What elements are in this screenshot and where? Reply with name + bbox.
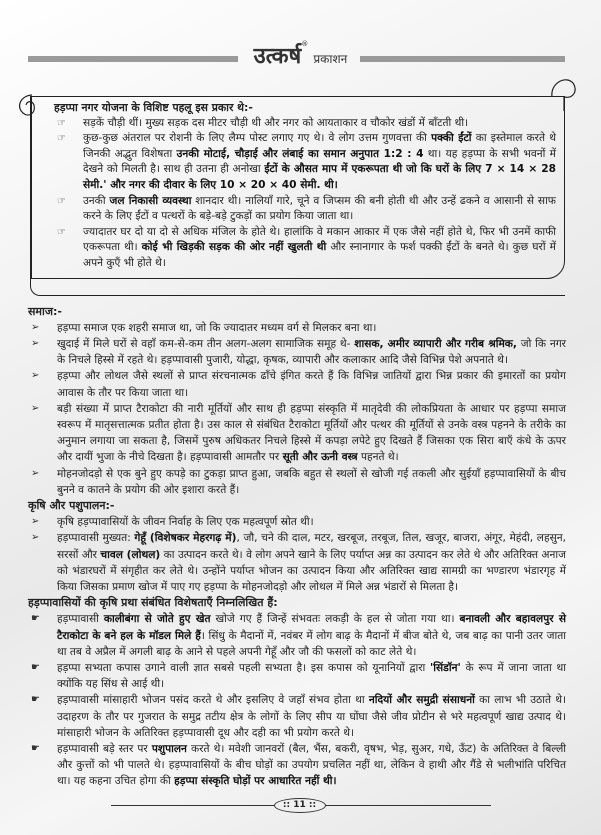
- text-run: का लाभ भी उठाते थे। उदाहरण के तौर पर गुजरात के समुद्र तटीय क्षेत्र के लोगों के लिए सीप या घोंघा जैसे जीव प्रोटीन से भरे महत्वपूर्ण खाद्य उत्पाद थे। मांसाहारी भोजन के अतिरिक्त हड़प्पावासी दूध और दही का भी प्रयोग करते थे।: [57, 694, 566, 739]
- section: [28, 595, 566, 789]
- list-item: [28, 466, 566, 498]
- text-run: के रूप में जाना जाता था क्योंकि यह सिंध से आई थी।: [57, 662, 566, 691]
- bold-text: 'सिंडॉन': [430, 662, 461, 674]
- registered-mark: ®: [301, 40, 309, 48]
- text-run: खोजे गए हैं जिन्हें संभवतः लकड़ी के हल से जोता गया था।: [210, 613, 460, 626]
- list-item: [54, 116, 556, 132]
- text-run: हड़प्पावासी: [57, 613, 104, 626]
- bold-text: नदियों और समुद्री संसाधनों: [368, 694, 475, 707]
- arrowhead-icon: ➢: [31, 402, 40, 414]
- bold-text: बनावली और बहावलपुर से टैराकोटा के बने हल के मॉडल मिले हैं: [57, 613, 566, 642]
- text-run: सड़कें चौड़ी थीं। मुख्य सड़क दस मीटर चौड़ी थी और नगर को आयताकार व चौकोर खंडों में बाँटती थी।: [83, 116, 469, 129]
- list-item: [54, 131, 556, 193]
- section: [28, 498, 566, 595]
- page-header: [0, 0, 601, 80]
- section-heading: समाज:-: [28, 304, 62, 318]
- text-run: हड़प्पावासी बड़े स्तर पर: [57, 743, 152, 756]
- list-item: [28, 368, 566, 400]
- text-run: का उत्पादन करते थे। वे लोग अपने खाने के लिए पर्याप्त अन्न का उत्पादन कर लेते थे और अतिरिक्त अनाज को भंडारघरों में संगृहीत कर लेते थे। उन्होंने पर्याप्त भोजन का उत्पादन किया और अतिरिक्त खाद्य सामग्री का भण्डारण भंडारगृह में किया जिसका प्रमाण खोज में पाए गए हड़प्पा के मोहनजोदड़ो और लोथल में मिले अन्न भंडारों से मिलता है।: [57, 548, 566, 593]
- text-run: हड़प्पा सभ्यता कपास उगाने वाली ज्ञात सबसे पहली सभ्यता है। इस कपास को यूनानियों द्वारा: [57, 662, 431, 674]
- section: [28, 304, 566, 498]
- text-run: का इस्तेमाल करते थे जिनकी अद्भुत विशेषता: [83, 132, 556, 160]
- list-item: [28, 660, 566, 692]
- text-run: हड़प्पावासी मुख्यत:: [57, 532, 135, 545]
- list-item: [28, 320, 566, 336]
- list-item: [28, 530, 566, 595]
- arrowhead-icon: ➢: [31, 370, 40, 382]
- text-run: हड़प्पावासी मांसाहारी भोजन पसंद करते थे और इसलिए वे जहाँ संभव होता था: [57, 694, 369, 707]
- box-bullet-list: [54, 116, 556, 272]
- text-run: । सिंधु के मैदानों में, नवंबर में लोग बाढ़ के मैदानों में बीज बोते थे, जब बाढ़ का पानी उतर जाता था तब वे अप्रैल में अगली बाढ़ के आने से पहले अपनी गेहूँ और जौ की फसलों को काट लेते थे।: [57, 629, 566, 658]
- list-item: [28, 741, 566, 790]
- arrowhead-icon: ➢: [31, 337, 40, 349]
- bold-text: पशुपालन: [151, 743, 187, 756]
- bold-text: शासक, अमीर व्यापारी और गरीब श्रमिक,: [354, 337, 517, 350]
- arrowhead-icon: ➢: [31, 532, 40, 544]
- bold-text: उनकी मोटाई, चौड़ाई और लंबाई का समान अनुपात 1:2 : 4: [176, 147, 424, 160]
- section-bullet-list: [28, 514, 566, 595]
- list-item: [28, 336, 566, 368]
- section-heading: कृषि और पशुपालन:-: [28, 498, 115, 512]
- text-run: बड़ी संख्या में प्राप्त टैराकोटा की नारी मूर्तियों और साथ ही हड़प्पा संस्कृति में मातृदेवी की लोकप्रियता के आधार पर हड़प्पा समाज स्वरूप में मातृसत्तात्मक प्रतीत होता है। उस काल से संबंधित टैराकोटा मूर्तियों और पत्थर की मूर्तियों से उनके वस्त्र पहनने के तरीके का अनुमान लगाया जा सकता है, जिसमें पुरुष अधिकतर निचले हिस्से में कपड़ा लपेटे हुए दिखते हैं जिसका एक सिरा बाएँ कंधे के ऊपर और दायीं भुजा के नीचे दिखता है। हड़प्पावासी आमतौर पर: [57, 402, 566, 464]
- pointing-hand-icon: ☛: [31, 662, 40, 673]
- text-run: जो कि नगर के निचले हिस्से में रहते थे। हड़प्पावासी पुजारी, योद्धा, कृषक, व्यापारी और कलाकार आदि जैसे विभिन्न पेशे अपनाते थे।: [57, 337, 567, 367]
- pointing-hand-icon: ☞: [57, 195, 66, 207]
- bold-text: जल निकासी व्यवस्था: [109, 194, 192, 207]
- section-bullet-list: [28, 320, 566, 498]
- pointing-hand-icon: ☞: [57, 226, 66, 238]
- scroll-curl-right-icon: [548, 75, 578, 111]
- main-content: [28, 304, 566, 790]
- list-item: [28, 514, 566, 530]
- page-number: :: 11 ::: [274, 798, 326, 813]
- text-run: हड़प्पा और लोथल जैसे स्थलों से प्राप्त संरचनात्मक ढाँचे इंगित करते हैं कि विभिन्न जातियों द्वारा भिन्न प्रकार की इमारतों का प्रयोग आवास के तौर पर किया जाता था।: [57, 370, 566, 399]
- scroll-frame: [30, 96, 565, 296]
- list-item: [28, 692, 566, 741]
- section-bullet-list: [28, 611, 566, 789]
- page-footer: [111, 798, 491, 812]
- text-run: और स्नानागार के फर्श पक्की ईंटों के बनते थे। कुछ घरों में अपने कुएँ भी होते थे।: [83, 241, 557, 269]
- pointing-hand-icon: ☞: [57, 133, 66, 145]
- list-item: [28, 401, 566, 466]
- text-run: कुछ-कुछ अंतराल पर रोशनी के लिए लैम्प पोस्ट लगाए गए थे। वे लोग उत्तम गुणवत्ता की: [83, 132, 432, 145]
- list-item: [54, 225, 556, 272]
- list-item: [28, 611, 566, 660]
- bold-text: पक्की ईंटों: [431, 132, 472, 145]
- bold-text: हड़प्पा संस्कृति घोड़ों पर आधारित नहीं थी।: [174, 775, 337, 788]
- text-run: मोहनजोदड़ो से एक बुने हुए कपड़े का टुकड़ा प्राप्त हुआ, जबकि बहुत से स्थलों से खोजी गई तकली और सुईयाँ हड़प्पावासियों के बीच बुनने व कातने के प्रयोग की ओर इशारा करते हैं।: [57, 467, 566, 496]
- text-run: था। यह हड़प्पा के सभी भवनों में देखने को मिलती है। साथ ही उतना ही अनोखा: [83, 147, 556, 176]
- section-heading: हड़प्पावासियों की कृषि प्रथा संबंधित विशेषताएँ निम्नलिखित हैं:: [28, 596, 278, 610]
- text-run: ज्यादातर घर दो या दो से अधिक मंजिल के होते थे। हालांकि वे मकान आकार में एक जैसे नहीं होते थे, फिर भी उनमें काफी एकरूपता थी।: [83, 225, 556, 254]
- pointing-hand-icon: ☛: [31, 613, 40, 625]
- publisher-logo: [0, 40, 601, 70]
- arrowhead-icon: ➢: [31, 321, 40, 333]
- text-run: कृषि हड़प्पावासियों के जीवन निर्वाह के लिए एक महत्वपूर्ण स्रोत थी।: [57, 516, 314, 529]
- pointing-hand-icon: ☛: [31, 694, 40, 706]
- harappa-town-planning-box: [31, 96, 565, 279]
- text-run: हड़प्पा समाज एक शहरी समाज था, जो कि ज्यादातर मध्यम वर्ग से मिलकर बना था।: [57, 321, 377, 334]
- text-run: खुदाई में मिले घरों से वहाँ कम-से-कम तीन अलग-अलग सामाजिक समूह थे-: [57, 337, 355, 350]
- bold-text: कोई भी खिड़की सड़क की ओर नहीं खुलती थी: [141, 241, 327, 254]
- logo-brand: उत्कर्ष: [253, 44, 302, 69]
- list-item: [54, 194, 556, 225]
- pointing-hand-icon: ☞: [57, 117, 66, 129]
- text-run: शानदार थी। नालियाँ गारे, चूने व जिप्सम की बनी होती थी और उन्हें ढकने व आसानी से साफ करने के लिए ईंटों व पत्थरों के बड़े-बड़े टुकड़ों का प्रयोग किया जाता था।: [83, 194, 556, 223]
- text-run: पहनते थे।: [357, 451, 399, 464]
- arrowhead-icon: ➢: [31, 467, 40, 479]
- bold-text: ईंटों के औसत माप में एकरूपता थी जो कि घरों के लिए 7 × 14 × 28 सेमी.' और नगर की दीवार के लिए 10 × 20 × 40 सेमी. थी।: [83, 163, 556, 191]
- pointing-hand-icon: ☛: [31, 743, 40, 755]
- bold-text: चावल (लोथल): [100, 548, 161, 561]
- text-run: उनकी: [83, 194, 110, 207]
- scroll-curl-left-icon: [16, 93, 42, 123]
- box-heading: हड़प्पा नगर योजना के विशिष्ट पहलू इस प्रकार थे:-: [54, 101, 253, 114]
- arrowhead-icon: ➢: [31, 516, 40, 528]
- bold-text: कालीबंगा से जोते हुए खेत: [103, 613, 211, 626]
- text-run: , जौ, चने की दाल, मटर, खरबूज, तरबूज, तिल, खजूर, बाजरा, अंगूर, मेहंदी, लहसुन, सरसों और: [57, 532, 566, 561]
- bold-text: गेहूँ (विशेषकर मेहरगढ़ में): [134, 532, 237, 545]
- logo-subtitle: प्रकाशन: [313, 52, 348, 66]
- text-run: करते थे। मवेशी जानवरों (बैल, भैंस, बकरी, वृषभ, भेड़, सुअर, गधे, ऊँट) के अतिरिक्त वे बिल्ली और कुत्तों को भी पालते थे। हड़प्पावासियों के बीच घोड़ों का उपयोग प्रचलित नहीं था, लेकिन वे हाथी और गैंडे से भलीभांति परिचित था। यह कहना उचित होगा की: [57, 743, 566, 788]
- bold-text: सूती और ऊनी वस्त्र: [282, 451, 358, 464]
